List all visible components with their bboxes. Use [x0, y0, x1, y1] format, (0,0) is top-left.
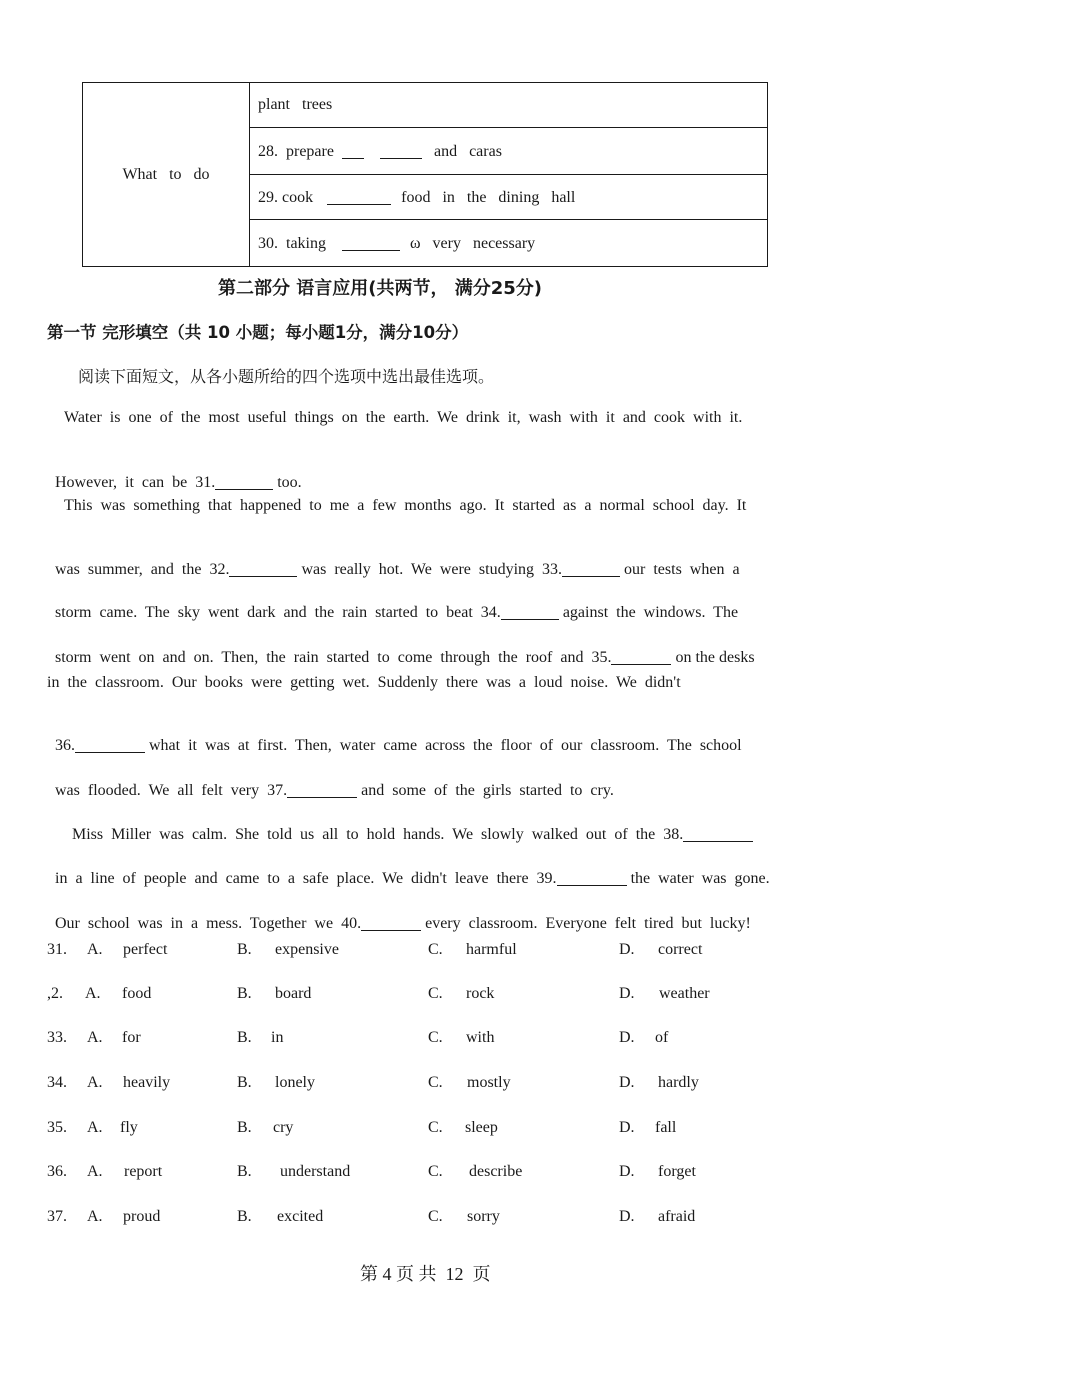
option-b: board [275, 985, 312, 1002]
option-letter: B. [237, 1208, 252, 1225]
question-number: 37. [47, 1208, 67, 1225]
option-a: for [122, 1029, 141, 1046]
option-row [47, 985, 807, 1009]
passage-line: in a line of people and came to a safe place. We didn't leave there 39. the water was gone. [55, 870, 770, 887]
instruction: 阅读下面短文，从各小题所给的四个选项中选出最佳选项。 [78, 367, 495, 386]
table-label-cell [83, 83, 250, 267]
option-a: perfect [123, 941, 168, 958]
answer-blank [380, 142, 422, 159]
answer-blank [342, 142, 364, 159]
option-letter: A. [87, 1029, 103, 1046]
answer-blank-34 [501, 603, 559, 620]
answer-blank-33 [562, 560, 620, 577]
option-letter: C. [428, 1074, 443, 1091]
passage-line: Miss Miller was calm. She told us all to hold hands. We slowly walked out of the 38. [64, 807, 753, 844]
question-number: 36. [47, 1163, 67, 1180]
passage-line: 36. what it was at first. Then, water came across the floor of our classroom. The school [55, 737, 742, 754]
table-label: What to do [122, 165, 210, 183]
option-d: of [655, 1029, 669, 1046]
option-letter: C. [428, 985, 443, 1002]
option-c: rock [466, 985, 495, 1002]
option-letter: D. [619, 1163, 635, 1180]
option-letter: C. [428, 1163, 443, 1180]
option-c: sorry [467, 1208, 500, 1225]
answer-blank-31 [215, 473, 273, 490]
passage-line: However, it can be 31. too. [55, 474, 302, 491]
table-row-text: plant trees [258, 96, 333, 113]
option-letter: B. [237, 1029, 252, 1046]
passage-line: storm went on and on. Then, the rain started to come through the roof and 35. on the desks [55, 649, 755, 666]
option-a: proud [123, 1208, 161, 1225]
section1-title: 第一节 完形填空（共 10 小题；每小题1分，满分10分） [47, 323, 469, 342]
option-b: excited [277, 1208, 324, 1225]
option-d: weather [659, 985, 710, 1002]
answer-blank-36 [75, 736, 145, 753]
table-row [250, 128, 768, 175]
option-d: forget [658, 1163, 696, 1180]
table-row-text: and caras [433, 142, 502, 160]
option-b: understand [280, 1163, 351, 1180]
passage-line: Our school was in a mess. Together we 40. every classroom. Everyone felt tired but lucky! [55, 915, 751, 932]
answer-blank-39 [557, 869, 627, 886]
option-letter: C. [428, 1208, 443, 1225]
option-row [47, 1119, 807, 1143]
option-letter: D. [619, 1119, 635, 1136]
option-d: hardly [658, 1074, 699, 1091]
table-row-text: 29. cook [258, 188, 314, 206]
table-row-text: 28. prepare [258, 142, 334, 160]
option-letter: D. [619, 1029, 635, 1046]
passage-line: storm came. The sky went dark and the rain started to beat 34. against the windows. The [55, 604, 739, 621]
option-letter: A. [85, 985, 101, 1002]
option-letter: B. [237, 985, 252, 1002]
option-letter: C. [428, 1029, 443, 1046]
option-letter: C. [428, 941, 443, 958]
part2-title: 第二部分 语言应用(共两节， 满分25分) [218, 278, 543, 299]
option-letter: B. [237, 1074, 252, 1091]
option-a: report [124, 1163, 163, 1180]
option-letter: D. [619, 1208, 635, 1225]
option-letter: B. [237, 1163, 252, 1180]
option-row [47, 1029, 807, 1053]
table-row [250, 175, 768, 220]
question-number: ,2. [47, 985, 63, 1002]
option-letter: C. [428, 1119, 443, 1136]
question-number: 35. [47, 1119, 67, 1136]
passage-line: This was something that happened to me a few months ago. It started as a normal school day. It [64, 497, 747, 514]
table-row-text: food in the dining hall [401, 188, 576, 206]
option-letter: D. [619, 1074, 635, 1091]
answer-blank [342, 234, 400, 251]
answer-blank-32 [229, 560, 297, 577]
option-b: expensive [275, 941, 339, 958]
option-letter: A. [87, 1119, 103, 1136]
question-number: 34. [47, 1074, 67, 1091]
answer-blank-40 [361, 914, 421, 931]
table-row-text: ω very necessary [410, 234, 536, 252]
table-row [250, 83, 768, 128]
option-letter: A. [87, 941, 103, 958]
answer-blank [327, 188, 391, 205]
option-row [47, 1163, 807, 1187]
option-row [47, 941, 807, 965]
option-b: lonely [275, 1074, 315, 1091]
answer-blank-37 [287, 781, 357, 798]
passage-line: was summer, and the 32. was really hot. We were studying 33. our tests when a [55, 561, 740, 578]
option-a: food [122, 985, 152, 1002]
option-letter: A. [87, 1074, 103, 1091]
option-row [47, 1208, 807, 1232]
table-row [250, 220, 768, 267]
page-footer: 第 4 页 共 12 页 [360, 1264, 491, 1284]
option-a: heavily [123, 1074, 171, 1091]
passage-line: Water is one of the most useful things on the earth. We drink it, wash with it and cook with it. [64, 409, 743, 426]
option-d: afraid [658, 1208, 696, 1225]
option-b: cry [273, 1119, 294, 1136]
option-b: in [271, 1029, 284, 1046]
option-letter: A. [87, 1208, 103, 1225]
option-d: fall [655, 1119, 677, 1136]
option-letter: D. [619, 941, 635, 958]
option-d: correct [658, 941, 703, 958]
answer-blank-35 [611, 648, 671, 665]
option-c: describe [469, 1163, 523, 1180]
question-number: 33. [47, 1029, 67, 1046]
answer-blank-38 [683, 825, 753, 842]
option-letter: D. [619, 985, 635, 1002]
option-letter: A. [87, 1163, 103, 1180]
table-row-text: 30. taking [258, 234, 326, 252]
question-number: 31. [47, 941, 67, 958]
option-c: mostly [467, 1074, 511, 1091]
option-c: with [466, 1029, 495, 1046]
option-a: fly [120, 1119, 138, 1136]
passage-line: in the classroom. Our books were getting wet. Suddenly there was a loud noise. We didn't [47, 674, 681, 691]
passage-line: was flooded. We all felt very 37. and some of the girls started to cry. [55, 782, 614, 799]
what-to-do-table [82, 82, 768, 267]
option-c: harmful [466, 941, 517, 958]
option-row [47, 1074, 807, 1098]
option-c: sleep [465, 1119, 498, 1136]
option-letter: B. [237, 941, 252, 958]
option-letter: B. [237, 1119, 252, 1136]
